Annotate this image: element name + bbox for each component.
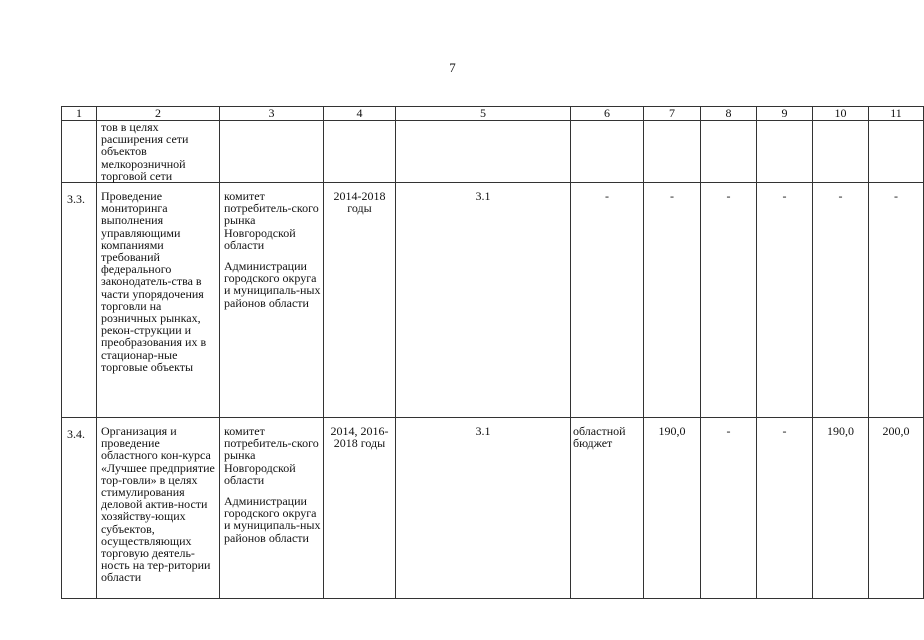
cell-c8: - (701, 183, 757, 418)
cell-c11: 200,0 (869, 418, 924, 599)
cell-source (571, 121, 644, 183)
header-col-1: 1 (62, 107, 97, 121)
table-row (62, 183, 924, 418)
header-col-3: 3 (220, 107, 324, 121)
cell-c8 (701, 121, 757, 183)
header-col-6: 6 (571, 107, 644, 121)
cell-source: - (571, 183, 644, 418)
cell-c9: - (757, 183, 813, 418)
executor-primary: комитет потребитель-ского рынка Новгородской области (224, 424, 319, 487)
cell-number: 3.3. (62, 183, 97, 418)
cell-description: Проведение мониторинга выполнения управляющими компаниями требований федерального законодатель-ства в части упорядочения торговли на розничных рынках, рекон-струкции и преобразования их в стационар-ные торговые объекты (97, 183, 220, 418)
header-col-9: 9 (757, 107, 813, 121)
cell-c10: - (813, 183, 869, 418)
cell-executor (220, 183, 324, 418)
header-col-4: 4 (324, 107, 396, 121)
cell-target: 3.1 (396, 183, 571, 418)
cell-target (396, 121, 571, 183)
cell-c7: - (644, 183, 701, 418)
cell-c10: 190,0 (813, 418, 869, 599)
header-col-7: 7 (644, 107, 701, 121)
header-col-10: 10 (813, 107, 869, 121)
cell-c7 (644, 121, 701, 183)
cell-executor (220, 418, 324, 599)
cell-target: 3.1 (396, 418, 571, 599)
cell-number (62, 121, 97, 183)
cell-description: Организация и проведение областного кон-курса «Лучшее предприятие тор-говли» в целях стимулирования деловой актив-ности хозяйству-ющих субъектов, осуществляющих торговую деятель-ность на тер-ритории области (97, 418, 220, 599)
header-col-2: 2 (97, 107, 220, 121)
table-header-row (62, 107, 924, 121)
table-row (62, 418, 924, 599)
executor-primary: комитет потребитель-ского рынка Новгородской области (224, 189, 319, 252)
cell-c9: - (757, 418, 813, 599)
table-row-continuation (62, 121, 924, 183)
cell-period: 2014, 2016-2018 годы (324, 418, 396, 599)
cell-c10 (813, 121, 869, 183)
cell-source: областной бюджет (571, 418, 644, 599)
cell-c9 (757, 121, 813, 183)
header-col-8: 8 (701, 107, 757, 121)
cell-c11 (869, 121, 924, 183)
cell-period (324, 121, 396, 183)
header-col-11: 11 (869, 107, 924, 121)
cell-executor (220, 121, 324, 183)
cell-description: тов в целях расширения сети объектов мелкорозничной торговой сети (97, 121, 220, 183)
cell-number: 3.4. (62, 418, 97, 599)
cell-c8: - (701, 418, 757, 599)
executor-secondary: Администрации городского округа и муниципаль-ных районов области (224, 494, 321, 545)
executor-secondary: Администрации городского округа и муниципаль-ных районов области (224, 259, 321, 310)
page-number: 7 (449, 60, 456, 75)
program-activities-table (61, 106, 924, 599)
cell-c7: 190,0 (644, 418, 701, 599)
cell-c11: - (869, 183, 924, 418)
header-col-5: 5 (396, 107, 571, 121)
cell-period: 2014-2018 годы (324, 183, 396, 418)
